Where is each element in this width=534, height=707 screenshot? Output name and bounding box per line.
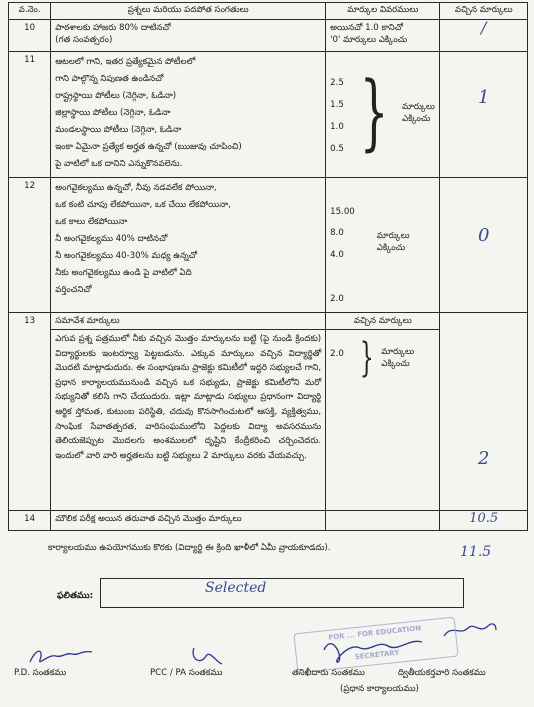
desc-line: నీకు అంగవైకల్యము ఉండి పై వాటిలో ఏది — [55, 268, 192, 278]
marks-label: ఎక్కించు — [376, 243, 406, 253]
handwritten-mark: 1 — [478, 87, 490, 108]
desc-line: మండలస్థాయి పోటీలు (నెగ్గినా, ఓడినా — [55, 125, 182, 135]
brace-icon: } — [359, 65, 389, 160]
desc-line: మౌలిక పరీక్ష అయిన తరువాత వచ్చిన మొత్తం మార్కులు — [55, 514, 242, 524]
desc-line: జిల్లాస్థాయి పోటీలు (నెగ్గినా, ఓడినా — [55, 108, 171, 118]
marks-value: 2.5 — [330, 78, 344, 88]
desc-line: రాష్ట్రస్థాయి పోటీలు (నెగ్గినా, ఓడినా) — [55, 91, 177, 101]
pd-signature-icon — [26, 644, 96, 668]
second-signature-label: ద్వితీయకర్తవారి సంతకము — [398, 668, 486, 678]
desc-line: ఒక కాలు లేకపోయినా — [55, 217, 128, 227]
desc-line: నీ అంగవైకల్యము 40-30% మధ్య ఉన్నచో — [55, 251, 197, 261]
desc-body: ఎగువ ప్రశ్న పత్రములో నీకు వచ్చిన మొత్తం మార్కులను బట్టి (పై నుండి క్రిందకు) విద్యార్థులకు ఇంటర్వ్యూ పెట్టబడును. ఎక్కువ మార్కులు వచ్చిన విద్యార్థితో మొదటి మాట్లాడుదురు. ఈ సంభాషణను ప్రాజెక్టు కమిటీలో ఇద్దరి సభ్యులచే గాని, ప్రధాన కార్యాలయమునుండి వచ్చిన ఒక సభ్యుడు, ప్రాజెక్టు కమిటీలోని మరో సభ్యునితో కలిసి గాని చేయుదురు. ఇట్లా మాట్లాడు సభ్యులు ప్రధానంగా విద్యార్థి ఆర్థిక స్తోమత, కుటుంబ పరిస్థితి, చదువు కొనసాగించుటలో ఆసక్తి, వ్యక్తిత్వము, సాంఘిక సేవాతత్పరత, వారిసంఘములోని పెద్దలకు విద్యా అవసరమును తెలియజెప్పుట మొదలగు అంశములలో దృష్టిని కేంద్రీకరించి చర్చించెదరు. ఇందులో వారి వారి అర్హతలను బట్టి సభ్యులు 2 మార్కులు వరకు వేయవచ్చు. — [55, 334, 322, 461]
header-questions: ప్రశ్నలు మరియు పదపోత సంగతులు — [51, 3, 326, 20]
office-use-note: కార్యాలయము ఉపయోగముకు కొరకు (విద్యార్థి ఈ క్రింది ఖాళీలో ఏమీ వ్రాయకూడదు). — [48, 543, 331, 553]
row-number: 14 — [9, 511, 51, 531]
desc-line: గాని పాల్గొన్న నిపుణత ఉండినచో — [55, 74, 164, 84]
marks-subheader: వచ్చిన మార్కులు — [326, 313, 439, 330]
row-description — [51, 20, 326, 52]
header-serial-no: వ.నెం. — [9, 3, 51, 20]
header-marks-awarded: వచ్చిన మార్కులు — [440, 3, 528, 20]
awarded-mark — [440, 20, 528, 52]
row-number: 10 — [9, 20, 51, 52]
desc-line: ఆటలలో గాని, ఇతర ప్రత్యేకమైన పోటీలలో — [55, 57, 196, 67]
pd-signature-label: P.D. సంతకము — [14, 668, 67, 678]
desc-line: నీ అంగవైకల్యము 40% దాటినచో — [55, 234, 168, 244]
row-description — [51, 511, 326, 531]
row-description — [51, 52, 326, 178]
handwritten-mark: 2 — [478, 448, 490, 469]
table-row — [9, 20, 528, 52]
marks-value: 1.5 — [330, 100, 344, 110]
inspector-signature-label: తనిఖీదారు సంతకము — [292, 668, 365, 678]
row-marks — [326, 313, 440, 511]
stamp-line: FOR ... FOR EDUCATION — [328, 624, 422, 642]
marks-value: 2.0 — [330, 349, 344, 359]
result-label: ఫలితము: — [57, 591, 94, 601]
desc-line: అంగవైకల్యము ఉన్నచో, నీవు నడవలేక పోయినా, — [55, 183, 217, 193]
pcc-signature-label: PCC / PA సంతకము — [150, 668, 223, 678]
row-description — [51, 313, 326, 511]
desc-line: (గత సంవత్సరం) — [55, 35, 113, 45]
marks-value: 1.0 — [330, 122, 344, 132]
marks-label: మార్కులు — [402, 102, 435, 112]
marks-table — [8, 2, 528, 531]
pcc-signature-icon — [186, 644, 226, 670]
table-row — [9, 52, 528, 178]
desc-line: వర్తించనిచో — [55, 285, 92, 295]
marks-label: ఎక్కించు — [402, 114, 431, 124]
marks-label: ఎక్కించు — [381, 359, 410, 369]
table-row — [9, 511, 528, 531]
table-row — [9, 313, 528, 511]
row-marks — [326, 511, 440, 531]
row-number: 13 — [9, 313, 51, 511]
marks-line: అయినచో 1.0 కానిచో — [330, 23, 403, 33]
head-office-label: (ప్రధాన కార్యాలయము) — [340, 684, 419, 694]
table-row — [9, 178, 528, 313]
marks-value: 2.0 — [330, 294, 344, 304]
row-number: 12 — [9, 178, 51, 313]
row-number: 11 — [9, 52, 51, 178]
handwritten-final-score: 11.5 — [460, 544, 492, 560]
row-description — [51, 178, 326, 313]
desc-line: పై వాటిలో ఒక దానిని ఎన్నుకొనవలెను. — [55, 159, 183, 169]
desc-line: పాఠశాలకు హాజరు 80% దాటినచో — [55, 23, 171, 33]
desc-line: ఇంకా ఏమైనా ప్రత్యేక అర్హత ఉన్నచో (ఋజువు చూపించి) — [55, 142, 242, 152]
result-value: Selected — [205, 580, 267, 596]
awarded-mark — [440, 52, 528, 178]
table-header-row — [9, 3, 528, 20]
desc-line: ఒక కంటి చూపు లేకపోయినా, ఒక చేయి లేకపోయినా, — [55, 200, 231, 210]
handwritten-total: 10.5 — [469, 511, 499, 526]
desc-title: సమావేశ మార్కులు — [51, 313, 325, 330]
row-marks — [326, 52, 440, 178]
result-field[interactable] — [100, 578, 464, 608]
marks-value: 0.5 — [330, 144, 344, 154]
row-marks — [326, 20, 440, 52]
handwritten-mark: 0 — [478, 225, 490, 246]
marks-value: 15.00 — [330, 207, 355, 217]
brace-icon: } — [359, 335, 374, 381]
stamp-line: SECRETARY — [354, 648, 400, 662]
awarded-mark — [440, 511, 528, 531]
marks-label: మార్కులు — [376, 231, 410, 241]
marks-value: 4.0 — [330, 250, 344, 260]
marks-line: '0' మార్కులు ఎక్కించు — [330, 35, 408, 45]
awarded-mark — [440, 178, 528, 313]
marks-label: మార్కులు — [381, 347, 415, 357]
marks-value: 8.0 — [330, 228, 344, 238]
awarded-mark — [440, 313, 528, 511]
handwritten-mark: / — [481, 18, 487, 37]
header-marks-details: మార్కుల వివరములు — [326, 3, 440, 20]
row-marks — [326, 178, 440, 313]
